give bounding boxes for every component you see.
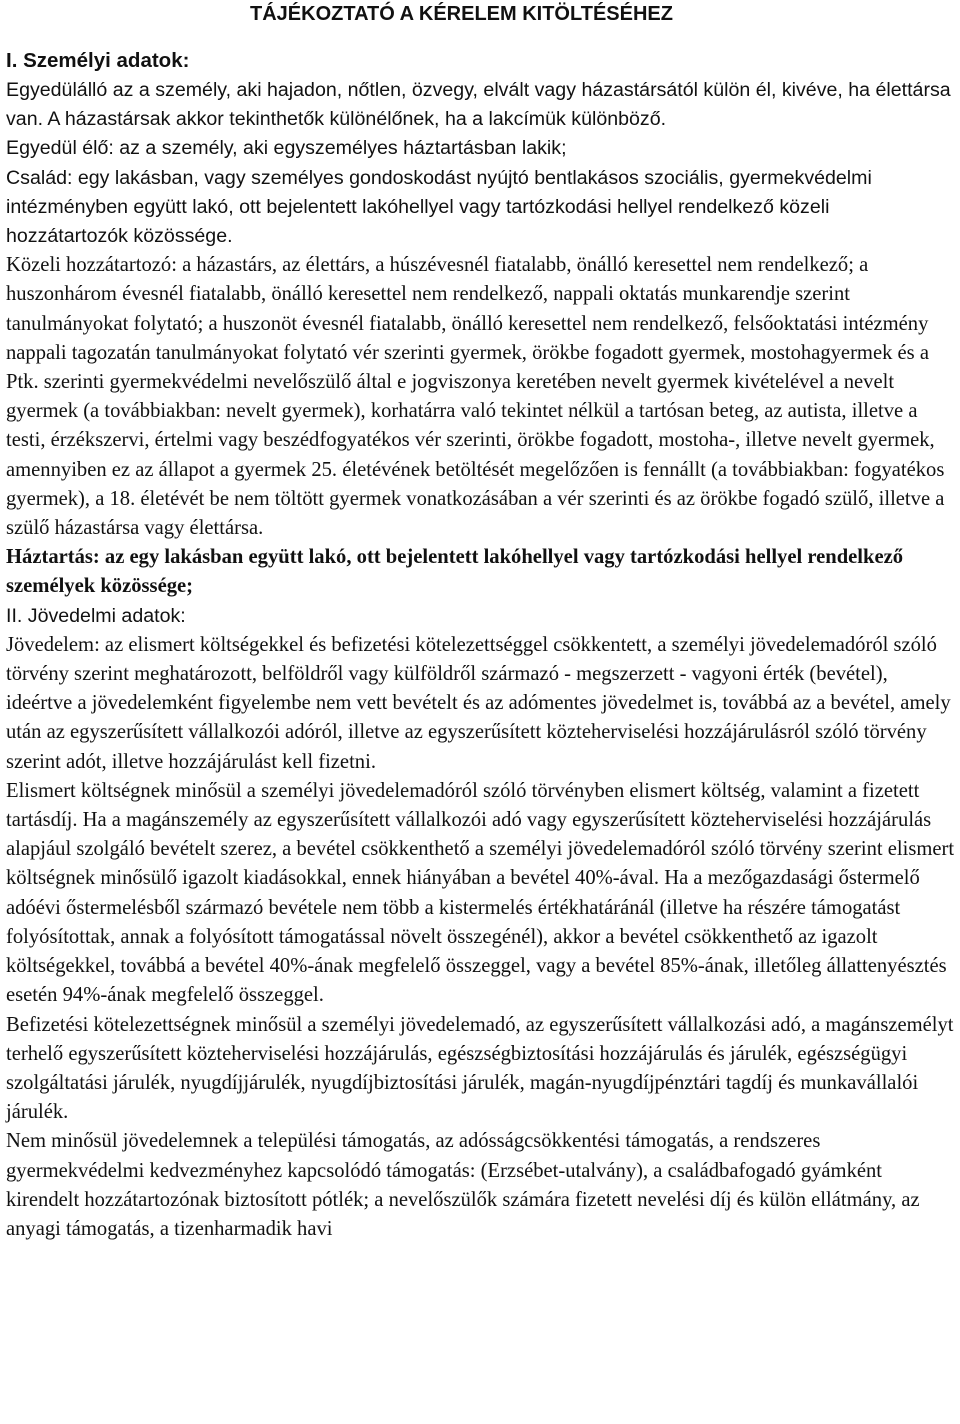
paragraph-csalad: Család: egy lakásban, vagy személyes gondoskodást nyújtó bentlakásos szociális, gyermekvédelmi intézményben együtt lakó, ott bejelentett lakóhellyel vagy tartózkodási hellyel rendelkező közeli hozzátartozók közössége. — [6, 166, 872, 248]
section-1-heading: I. Személyi adatok: — [6, 49, 190, 72]
paragraph-nem-minosul-jovedelemnek: Nem minősül jövedelemnek a települési támogatás, az adósságcsökkentési támogatás, a rendszeres gyermekvédelmi kedvezményhez kapcsolódó támogatás: (Erzsébet-utalvány), a családbafogadó gyámként kirendelt hozzátartozónak biztosított pótlék; a nevelőszülők számára fizetett nevelési díj és külön ellátmány, az anyagi támogatás, a tizenharmadik havi — [6, 1130, 920, 1240]
paragraph-elismert-koltseg: Elismert költségnek minősül a személyi jövedelemadóról szóló törvényben elismert költség, valamint a fizetett tartásdíj. Ha a magánszemély az egyszerűsített vállalkozói adó vagy egyszerűsített közteherviselési hozzájárulás alapjául szolgáló bevételt szerez, a bevétel csökkenthető a személyi jövedelemadóról szóló törvény szerint elismert költségnek minősülő igazolt kiadásokkal, ennek hiányában a bevétel 40%-ával. Ha a mezőgazdasági őstermelő adóévi őstermelésből származó bevétele nem több a kistermelés értékhatáránál (illetve ha részére támogatást folyósítottak, annak a folyósított támogatással növelt összegénél), akkor a bevétel csökkenthető az igazolt költségekkel, továbbá a bevétel 40%-ának megfelelő összeggel, vagy a bevétel 85%-ának, illetőleg állattenyésztés esetén 94%-ának megfelelő összeggel. — [6, 779, 955, 1007]
paragraph-egyedul-elo: Egyedül élő: az a személy, aki egyszemélyes háztartásban lakik; — [6, 137, 567, 160]
paragraph-egyedulallo: Egyedülálló az a személy, aki hajadon, nőtlen, özvegy, elvált vagy házastársától külön él, kivéve, ha élettársa van. A házastársak akkor tekinthetők különélőnek, ha a lakcímük különböző. — [6, 79, 951, 131]
paragraph-kozeli-hozzatartozo: Közeli hozzátartozó: a házastárs, az élettárs, a húszévesnél fiatalabb, önálló keresettel nem rendelkező; a huszonhárom évesnél fiatalabb, önálló keresettel nem rendelkező, nappali oktatás munkarendje szerint tanulmányokat folytató; a huszonöt évesnél fiatalabb, önálló keresettel nem rendelkező, felsőoktatási intézmény nappali tagozatán tanulmányokat folytató vér szerinti gyermek, örökbe fogadott gyermek, mostohagyermek és a Ptk. szerinti gyermekvédelmi nevelőszülő által e jogviszonya keretében nevelt gyermek kivételével a nevelt gyermek (a továbbiakban: nevelt gyermek), korhatárra való tekintet nélkül a tartósan beteg, az autista, illetve a testi, érzékszervi, értelmi vagy beszédfogyatékos vér szerinti, örökbe fogadott, mostoha-, illetve nevelt gyermek, amennyiben ez az állapot a gyermek 25. életévének betöltését megelőzően is fennállt (a továbbiakban: fogyatékos gyermek), a 18. életévét be nem töltött gyermek vonatkozásában a vér szerinti és az örökbe fogadó szülő, illetve a szülő házastársa vagy élettársa. — [6, 254, 945, 540]
paragraph-befizetesi-kotelezettseg: Befizetési kötelezettségnek minősül a személyi jövedelemadó, az egyszerűsített vállalkozási adó, a magánszemélyt terhelő egyszerűsített közteherviselési hozzájárulás, egészségbiztosítási hozzájárulás és járulék, egészségügyi szolgáltatási járulék, nyugdíjjárulék, nyugdíjbiztosítási járulék, magán-nyugdíjpénztári tagdíj és munkavállalói járulék. — [6, 1013, 954, 1124]
document-title: TÁJÉKOZTATÓ A KÉRELEM KITÖLTÉSÉHEZ — [250, 3, 673, 25]
paragraph-jovedelem: Jövedelem: az elismert költségekkel és befizetési kötelezettséggel csökkentett, a személyi jövedelemadóról szóló törvény szerint meghatározott, belföldről vagy külföldről származó - megszerzett - vagyoni érték (bevétel), ideértve a jövedelemként figyelembe nem vett bevételt és az adómentes jövedelmet is, továbbá az a bevétel, amely után az egyszerűsített vállalkozói adóról, illetve az egyszerűsített közteherviselési hozzájárulásról szóló törvény szerint adót, illetve hozzájárulást kell fizetni. — [6, 633, 951, 773]
section-2-heading: II. Jövedelmi adatok: — [6, 604, 186, 627]
paragraph-haztartas: Háztartás: az egy lakásban együtt lakó, ott bejelentett lakóhellyel vagy tartózkodási hellyel rendelkező személyek közössége; — [6, 546, 904, 598]
document-page — [6, 0, 956, 1244]
